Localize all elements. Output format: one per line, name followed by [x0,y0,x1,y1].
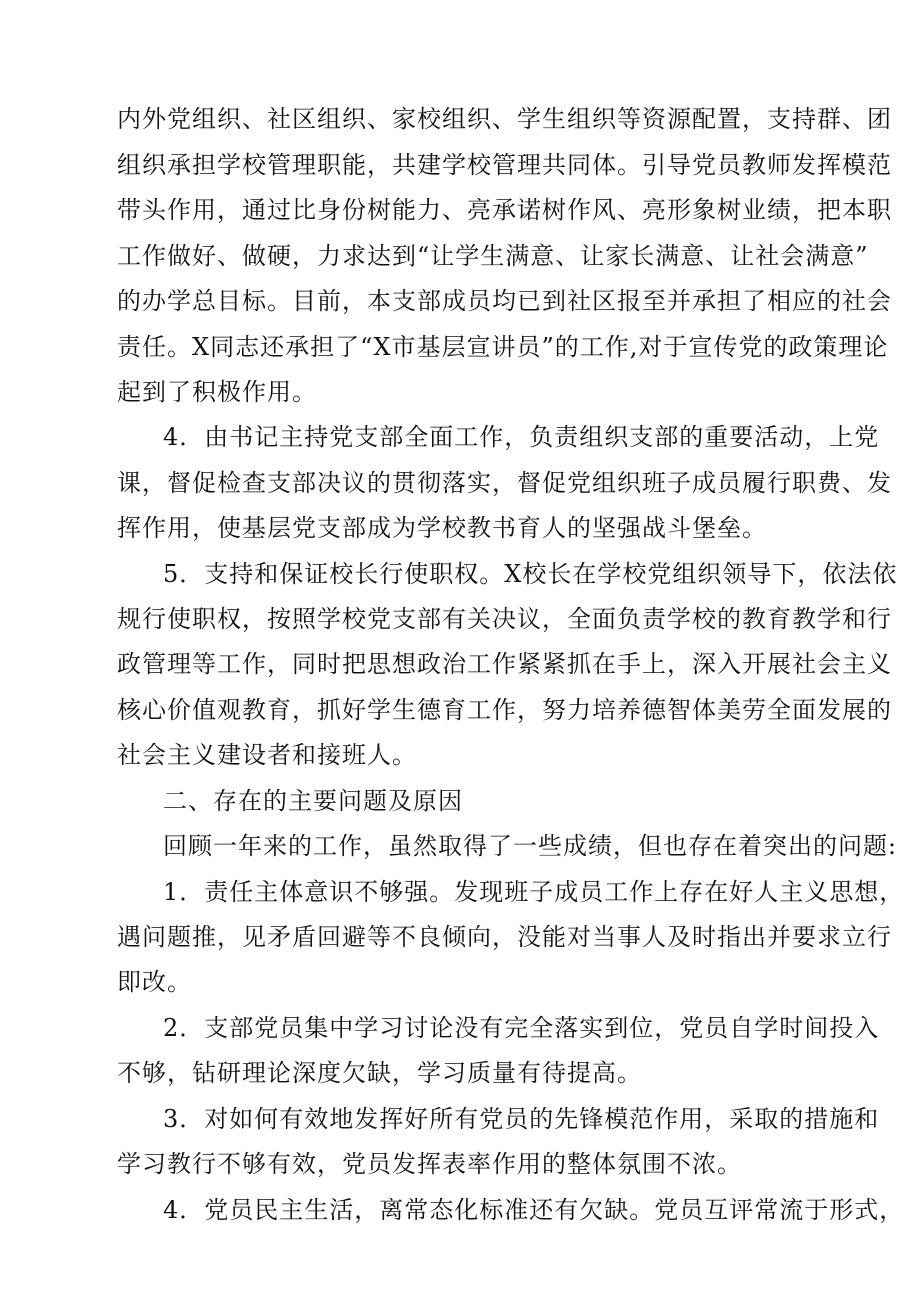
paragraph-line: 工作做好、做硬，力求达到“让学生满意、让家长满意、让社会满意” [117,242,869,270]
list-item-4: 4．由书记主持党支部全面工作，负责组织支部的重要活动，上党 [163,423,880,451]
paragraph-line: 组织承担学校管理职能，共建学校管理共同体。引导党员教师发挥模范 [117,151,892,179]
list-item-1: 1．责任主体意识不够强。发现班子成员工作上存在好人主义思想， [163,878,905,906]
list-item-2: 2．支部党员集中学习讨论没有完全落实到位，党员自学时间投入 [163,1014,880,1042]
paragraph-line: 挥作用，使基层党支部成为学校教书育人的坚强战斗堡垒。 [117,514,767,542]
list-item-3: 3．对如何有效地发挥好所有党员的先锋模范作用，采取的措施和 [163,1105,880,1133]
paragraph-line: 带头作用，通过比身份树能力、亮承诺树作风、亮形象树业绩，把本职 [117,196,892,224]
paragraph-line: 回顾一年来的工作，虽然取得了一些成绩，但也存在着突出的问题: [163,832,898,860]
paragraph-line: 学习教行不够有效，党员发挥表率作用的整体氛围不浓。 [117,1150,742,1178]
list-item-5: 5．支持和保证校长行使职权。X校长在学校党组织领导下，依法依 [163,560,898,588]
paragraph-line: 政管理等工作，同时把思想政治工作紧紧抓在手上，深入开展社会主义 [117,650,892,678]
paragraph-line: 核心价值观教育，抓好学生德育工作，努力培养德智体美劳全面发展的 [117,696,892,724]
list-item-4b: 4．党员民主生活，离常态化标准还有欠缺。党员互评常流于形式， [163,1196,905,1224]
section-heading: 二、存在的主要问题及原因 [163,787,463,815]
paragraph-line: 的办学总目标。目前，本支部成员均已到社区报至并承担了相应的社会 [117,287,892,315]
paragraph-line: 内外党组织、社区组织、家校组织、学生组织等资源配置，支持群、团 [117,105,892,133]
paragraph-line: 责任。X同志还承担了“X市基层宣讲员”的工作,对于宣传党的政策理论 [117,333,889,361]
paragraph-line: 遇问题推，见矛盾回避等不良倾向，没能对当事人及时指出并要求立行 [117,923,892,951]
paragraph-line: 即改。 [117,968,192,996]
paragraph-line: 不够，钻研理论深度欠缺，学习质量有待提高。 [117,1059,642,1087]
paragraph-line: 规行使职权，按照学校党支部有关决议，全面负责学校的教育教学和行 [117,605,892,633]
paragraph-line: 社会主义建设者和接班人。 [117,741,417,769]
paragraph-line: 课，督促检查支部决议的贯彻落实，督促党组织班子成员履行职费、发 [117,469,892,497]
paragraph-line: 起到了积极作用。 [117,378,317,406]
